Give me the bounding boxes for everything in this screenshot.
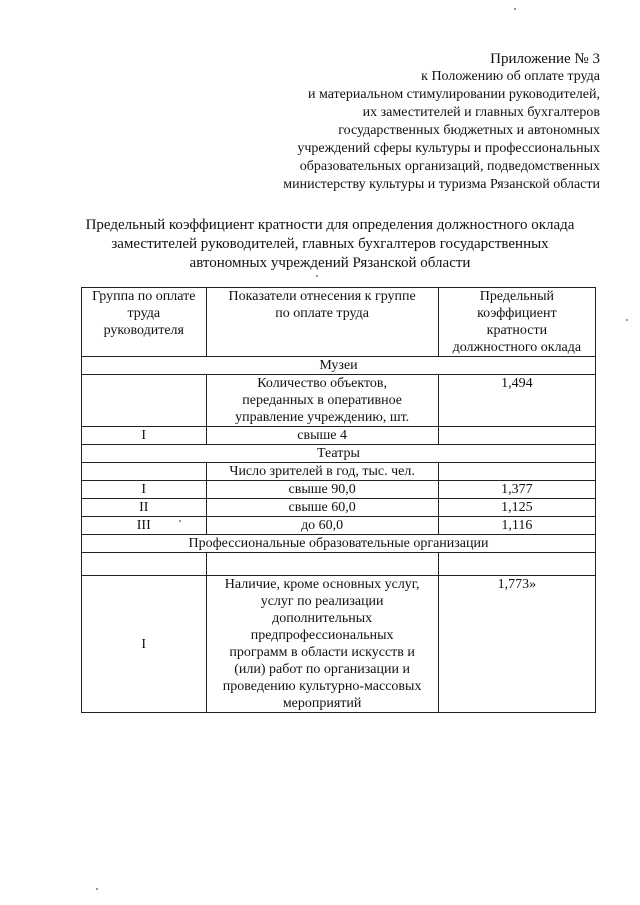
indicator-cell: Число зрителей в год, тыс. чел. [206, 463, 438, 481]
header-indicators: Показатели отнесения к группе по оплате труда [206, 288, 438, 357]
group-cell: II [82, 499, 207, 517]
table-row [82, 576, 596, 713]
threshold-cell: свыше 4 [206, 427, 438, 445]
coefficient-cell: 1,377 [438, 481, 595, 499]
coefficient-cell: 1,773» [438, 576, 595, 713]
appendix-line: министерству культуры и туризма Рязанской области [283, 177, 600, 192]
table-row [82, 553, 596, 576]
group-cell: I [82, 481, 207, 499]
empty-cell [438, 553, 595, 576]
appendix-line: образовательных организаций, подведомственных [299, 159, 600, 174]
group-cell: I [82, 427, 207, 445]
threshold-cell: свыше 60,0 [206, 499, 438, 517]
section-row-museums [82, 357, 596, 375]
section-title: Музеи [82, 357, 596, 375]
indicator-cell: Наличие, кроме основных услуг, услуг по реализации дополнительных предпрофессиональных программ в области искусств и (или) работ по организации и проведению культурно-массовых мероприятий [206, 576, 438, 713]
empty-cell [206, 553, 438, 576]
appendix-header [180, 50, 600, 194]
appendix-number: Приложение № 3 [490, 51, 600, 67]
section-title: Профессиональные образовательные организации [82, 535, 596, 553]
group-cell: I [82, 576, 207, 713]
table-row [82, 517, 596, 535]
scan-speck [316, 275, 318, 277]
coefficient-cell: 1,116 [438, 517, 595, 535]
group-cell: III [82, 517, 207, 535]
table-row [82, 375, 596, 427]
coefficient-table [81, 287, 596, 713]
appendix-line: и материальном стимулировании руководителей, [307, 87, 600, 102]
table-header-row [82, 288, 596, 357]
section-row-theatres [82, 445, 596, 463]
header-coefficient: Предельный коэффициент кратности должностного оклада [438, 288, 595, 357]
document-title [60, 216, 600, 273]
scan-speck [514, 8, 516, 10]
title-line: Предельный коэффициент кратности для определения должностного оклада [85, 217, 575, 233]
appendix-line: их заместителей и главных бухгалтеров [362, 105, 600, 120]
scan-speck [96, 888, 98, 890]
title-line: автономных учреждений Рязанской области [189, 255, 471, 271]
table-row [82, 499, 596, 517]
table-row [82, 463, 596, 481]
coefficient-cell: 1,494 [438, 375, 595, 427]
indicator-cell: Количество объектов, переданных в оперативное управление учреждению, шт. [206, 375, 438, 427]
group-cell [82, 375, 207, 427]
appendix-line: государственных бюджетных и автономных [338, 123, 600, 138]
table-row [82, 427, 596, 445]
section-row-education [82, 535, 596, 553]
section-title: Театры [82, 445, 596, 463]
scan-speck [179, 520, 181, 522]
group-cell [82, 463, 207, 481]
empty-cell [82, 553, 207, 576]
scan-speck [626, 319, 628, 321]
title-line: заместителей руководителей, главных бухгалтеров государственных [111, 236, 549, 252]
header-group: Группа по оплате труда руководителя [82, 288, 207, 357]
appendix-line: к Положению об оплате труда [421, 69, 600, 84]
coefficient-cell [438, 427, 595, 445]
threshold-cell: свыше 90,0 [206, 481, 438, 499]
threshold-cell: до 60,0 [206, 517, 438, 535]
table-row [82, 481, 596, 499]
appendix-line: учреждений сферы культуры и профессиональных [297, 141, 600, 156]
coefficient-cell [438, 463, 595, 481]
coefficient-cell: 1,125 [438, 499, 595, 517]
